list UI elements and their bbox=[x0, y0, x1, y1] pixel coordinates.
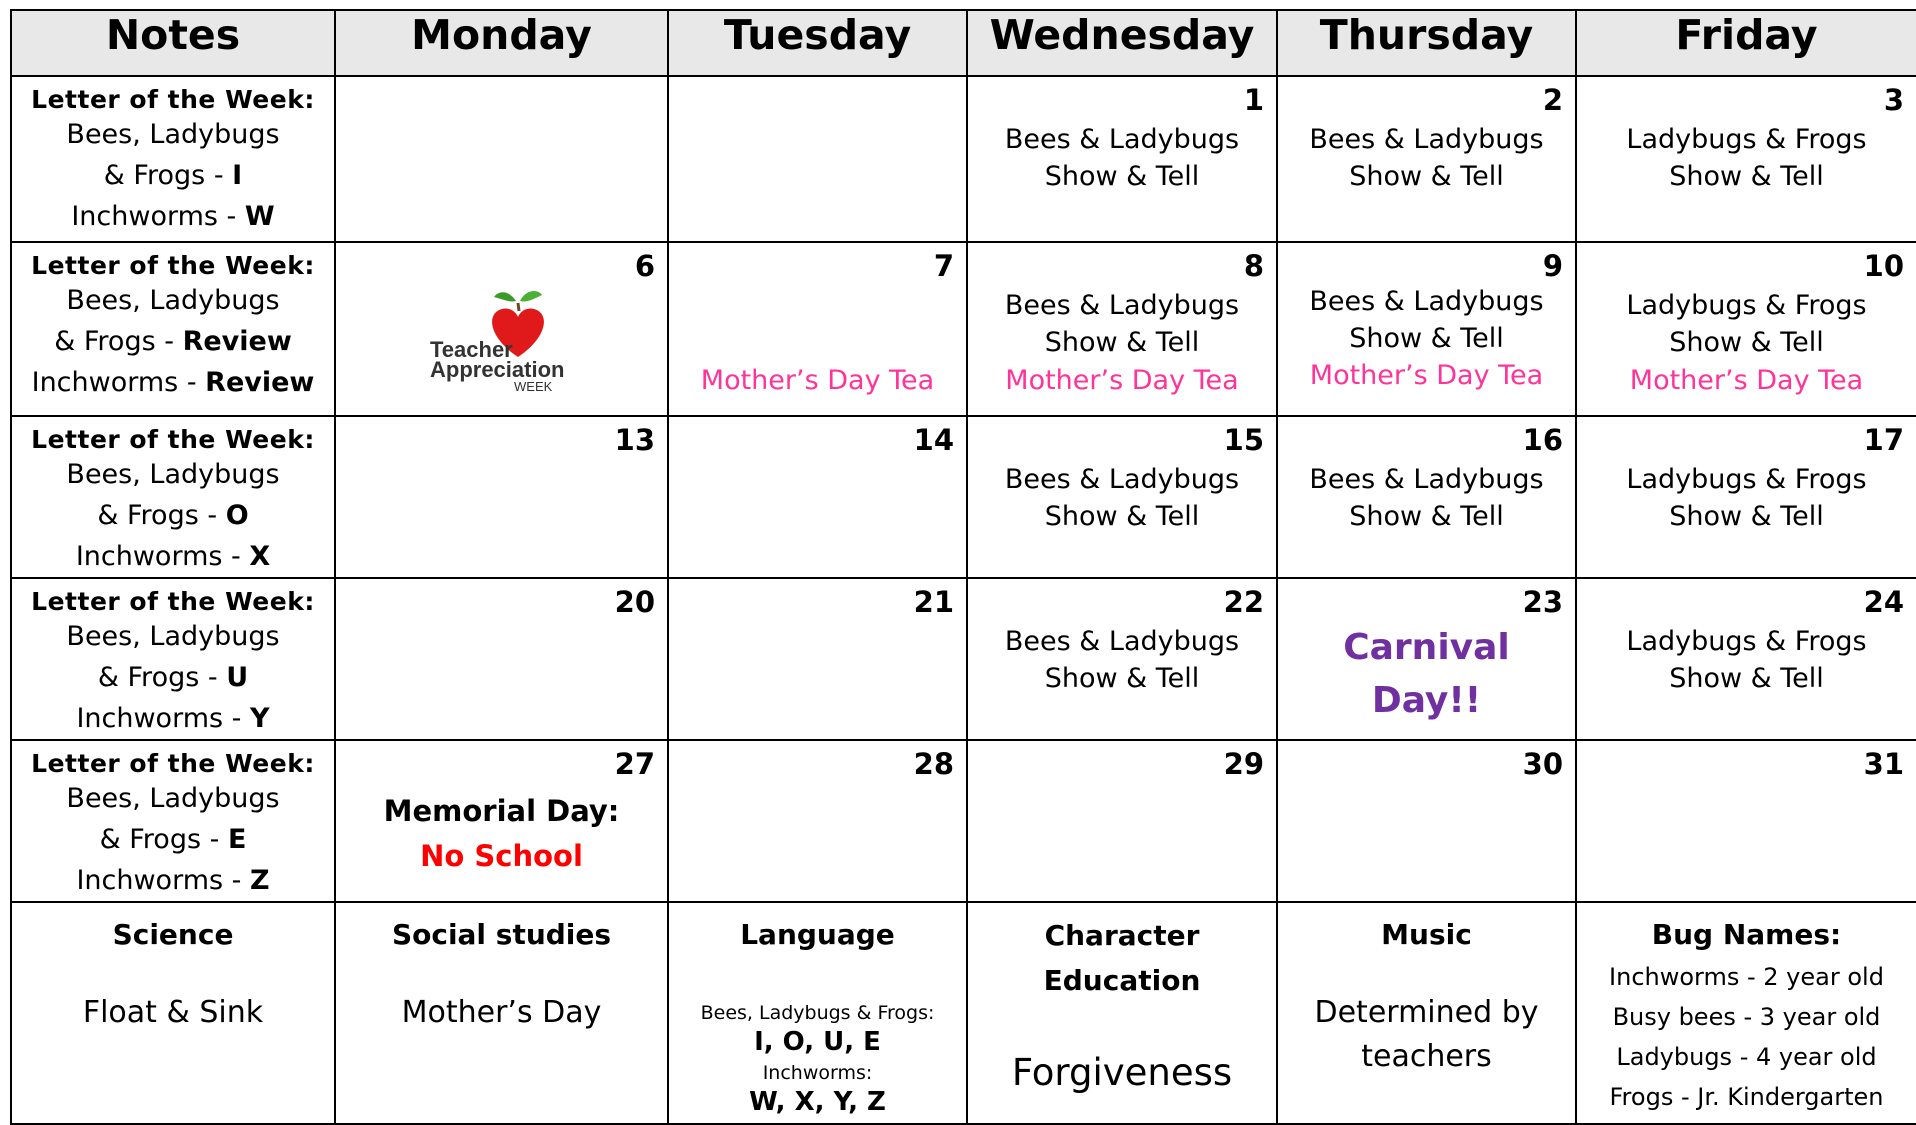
logo-week-text: WEEK bbox=[514, 379, 553, 394]
event-show-tell: Show & Tell bbox=[1669, 161, 1824, 192]
note-text: & Frogs - bbox=[103, 160, 233, 191]
language-group-1: Bees, Ladybugs & Frogs: bbox=[700, 1002, 935, 1024]
day-number: 20 bbox=[614, 585, 655, 619]
header-tuesday: Tuesday bbox=[668, 10, 967, 76]
language-group-2: Inchworms: bbox=[762, 1062, 873, 1084]
event-mothers-day-tea: Mother’s Day Tea bbox=[1629, 365, 1864, 396]
day-number: 9 bbox=[1542, 249, 1563, 283]
science-cell bbox=[11, 902, 335, 1124]
note-line bbox=[12, 495, 334, 536]
note-line bbox=[12, 321, 334, 362]
language-title: Language bbox=[740, 918, 895, 951]
music-body-2: teachers bbox=[1361, 1039, 1492, 1074]
note-text: Inchworms - bbox=[71, 201, 245, 232]
day-cell-29 bbox=[967, 740, 1277, 902]
event-group: Ladybugs & Frogs bbox=[1626, 464, 1867, 495]
bug-name-line: Inchworms - 2 year old bbox=[1609, 963, 1884, 991]
day-number: 29 bbox=[1223, 747, 1264, 781]
teacher-appreciation-logo bbox=[428, 287, 578, 397]
day-cell-2 bbox=[1277, 76, 1576, 242]
header-wednesday: Wednesday bbox=[967, 10, 1277, 76]
week-note bbox=[11, 242, 335, 416]
event-group: Ladybugs & Frogs bbox=[1626, 290, 1867, 321]
day-cell-13 bbox=[335, 416, 668, 578]
note-letter: Review bbox=[205, 367, 315, 398]
week-row bbox=[11, 740, 1916, 902]
header-notes: Notes bbox=[11, 10, 335, 76]
character-title-2: Education bbox=[1043, 964, 1201, 997]
day-cell-16 bbox=[1277, 416, 1576, 578]
day-cell-21 bbox=[668, 578, 967, 740]
note-line bbox=[12, 860, 334, 901]
week-row bbox=[11, 76, 1916, 242]
day-number: 3 bbox=[1883, 83, 1904, 117]
day-number: 6 bbox=[634, 249, 655, 283]
week-row bbox=[11, 578, 1916, 740]
week-note bbox=[11, 416, 335, 578]
event-group: Bees & Ladybugs bbox=[1309, 464, 1544, 495]
note-letter: Review bbox=[182, 326, 292, 357]
note-line bbox=[12, 819, 334, 860]
bug-name-line: Ladybugs - 4 year old bbox=[1616, 1043, 1877, 1071]
event-mothers-day-tea: Mother’s Day Tea bbox=[700, 365, 935, 396]
note-text: Inchworms - bbox=[76, 703, 250, 734]
event-carnival-line2: Day!! bbox=[1371, 680, 1482, 721]
week-row bbox=[11, 416, 1916, 578]
note-letter: O bbox=[225, 500, 249, 531]
event-memorial-day bbox=[336, 789, 667, 879]
week-row bbox=[11, 242, 1916, 416]
calendar-table bbox=[10, 9, 1916, 1125]
day-number: 1 bbox=[1243, 83, 1264, 117]
day-number: 21 bbox=[913, 585, 954, 619]
header-monday: Monday bbox=[335, 10, 668, 76]
event-show-tell: Show & Tell bbox=[1044, 327, 1200, 358]
day-number: 28 bbox=[913, 747, 954, 781]
event-show-tell: Show & Tell bbox=[1044, 663, 1200, 694]
day-cell-30 bbox=[1277, 740, 1576, 902]
day-cell-24 bbox=[1576, 578, 1916, 740]
note-line: Bees, Ladybugs bbox=[66, 285, 280, 316]
header-thursday: Thursday bbox=[1277, 10, 1576, 76]
day-cell-8 bbox=[967, 242, 1277, 416]
note-line bbox=[12, 362, 334, 403]
day-number: 8 bbox=[1243, 249, 1264, 283]
day-cell-empty bbox=[335, 76, 668, 242]
note-line: Bees, Ladybugs bbox=[66, 459, 280, 490]
character-education-cell bbox=[967, 902, 1277, 1124]
day-number: 2 bbox=[1542, 83, 1563, 117]
event-show-tell: Show & Tell bbox=[1349, 161, 1504, 192]
note-line bbox=[12, 698, 334, 739]
bug-names-cell bbox=[1576, 902, 1916, 1124]
event-group: Bees & Ladybugs bbox=[1004, 464, 1240, 495]
event-mothers-day-tea: Mother’s Day Tea bbox=[1005, 365, 1239, 396]
day-cell-9 bbox=[1277, 242, 1576, 416]
note-text: Inchworms - bbox=[75, 541, 250, 572]
day-cell-20 bbox=[335, 578, 668, 740]
day-cell-10 bbox=[1576, 242, 1916, 416]
science-title: Science bbox=[112, 918, 234, 951]
header-row bbox=[11, 10, 1916, 76]
event-carnival-line1: Carnival bbox=[1343, 627, 1510, 668]
day-cell-7 bbox=[668, 242, 967, 416]
note-text: & Frogs - bbox=[54, 326, 183, 357]
note-heading: Letter of the Week: bbox=[31, 425, 315, 454]
event-group: Bees & Ladybugs bbox=[1004, 626, 1240, 657]
note-heading: Letter of the Week: bbox=[31, 85, 315, 114]
language-cell bbox=[668, 902, 967, 1124]
event-group: Bees & Ladybugs bbox=[1309, 124, 1544, 155]
note-letter: I bbox=[232, 160, 243, 191]
day-cell-28 bbox=[668, 740, 967, 902]
day-number: 24 bbox=[1863, 585, 1904, 619]
social-studies-body: Mother’s Day bbox=[401, 995, 602, 1030]
event-group: Ladybugs & Frogs bbox=[1626, 626, 1867, 657]
day-cell-3 bbox=[1576, 76, 1916, 242]
day-number: 17 bbox=[1863, 423, 1904, 457]
week-note bbox=[11, 76, 335, 242]
day-number: 23 bbox=[1522, 585, 1563, 619]
note-heading: Letter of the Week: bbox=[31, 749, 315, 778]
note-line: Bees, Ladybugs bbox=[66, 119, 280, 150]
note-text: Inchworms - bbox=[76, 865, 250, 896]
event-show-tell: Show & Tell bbox=[1669, 663, 1824, 694]
social-studies-cell bbox=[335, 902, 668, 1124]
day-cell-15 bbox=[967, 416, 1277, 578]
subjects-row bbox=[11, 902, 1916, 1124]
event-show-tell: Show & Tell bbox=[1349, 323, 1504, 354]
event-mothers-day-tea: Mother’s Day Tea bbox=[1309, 360, 1544, 391]
event-show-tell: Show & Tell bbox=[1669, 501, 1824, 532]
day-cell-23 bbox=[1277, 578, 1576, 740]
note-letter: Y bbox=[249, 703, 270, 734]
note-heading: Letter of the Week: bbox=[31, 251, 315, 280]
note-line: Bees, Ladybugs bbox=[66, 621, 280, 652]
memorial-day-label: Memorial Day: bbox=[383, 794, 620, 828]
note-letter: Z bbox=[249, 865, 270, 896]
note-letter: U bbox=[226, 662, 249, 693]
header-friday: Friday bbox=[1576, 10, 1916, 76]
character-title-1: Character bbox=[1044, 919, 1200, 952]
bug-name-line: Busy bees - 3 year old bbox=[1612, 1003, 1881, 1031]
event-show-tell: Show & Tell bbox=[1044, 501, 1200, 532]
day-cell-17 bbox=[1576, 416, 1916, 578]
day-cell-22 bbox=[967, 578, 1277, 740]
day-cell-1 bbox=[967, 76, 1277, 242]
logo-appreciation-text: Appreciation bbox=[430, 357, 565, 382]
note-letter: E bbox=[227, 824, 247, 855]
note-line bbox=[12, 536, 334, 577]
no-school-label: No School bbox=[420, 839, 583, 873]
note-text: & Frogs - bbox=[99, 824, 228, 855]
day-number: 22 bbox=[1223, 585, 1264, 619]
event-group: Ladybugs & Frogs bbox=[1626, 124, 1867, 155]
note-text: Inchworms - bbox=[31, 367, 206, 398]
event-show-tell: Show & Tell bbox=[1349, 501, 1504, 532]
week-note bbox=[11, 578, 335, 740]
language-letters-1: I, O, U, E bbox=[754, 1027, 881, 1057]
bug-name-line: Frogs - Jr. Kindergarten bbox=[1609, 1083, 1884, 1111]
event-group: Bees & Ladybugs bbox=[1309, 286, 1544, 317]
week-note bbox=[11, 740, 335, 902]
day-cell-31 bbox=[1576, 740, 1916, 902]
note-text: & Frogs - bbox=[97, 662, 227, 693]
apple-leaf-icon bbox=[494, 292, 516, 301]
day-number: 30 bbox=[1522, 747, 1563, 781]
event-group: Bees & Ladybugs bbox=[1004, 290, 1240, 321]
science-body: Float & Sink bbox=[82, 995, 264, 1030]
event-show-tell: Show & Tell bbox=[1669, 327, 1824, 358]
event-group: Bees & Ladybugs bbox=[1004, 124, 1240, 155]
day-cell-6 bbox=[335, 242, 668, 416]
language-letters-2: W, X, Y, Z bbox=[749, 1087, 886, 1117]
note-letter: W bbox=[244, 201, 275, 232]
social-studies-title: Social studies bbox=[391, 918, 612, 951]
note-line bbox=[12, 657, 334, 698]
day-number: 15 bbox=[1223, 423, 1264, 457]
day-number: 16 bbox=[1522, 423, 1563, 457]
music-cell bbox=[1277, 902, 1576, 1124]
note-line bbox=[12, 155, 334, 196]
note-line: Bees, Ladybugs bbox=[66, 783, 280, 814]
logo-teacher-text: Teacher bbox=[430, 337, 513, 362]
character-body: Forgiveness bbox=[1011, 1051, 1233, 1094]
music-body-1: Determined by bbox=[1314, 995, 1539, 1030]
music-title: Music bbox=[1381, 918, 1472, 951]
note-letter: X bbox=[249, 541, 271, 572]
note-line bbox=[12, 196, 334, 237]
day-number: 27 bbox=[614, 747, 655, 781]
event-show-tell: Show & Tell bbox=[1044, 161, 1200, 192]
day-number: 10 bbox=[1863, 249, 1904, 283]
day-number: 14 bbox=[913, 423, 954, 457]
day-number: 31 bbox=[1863, 747, 1904, 781]
day-number: 7 bbox=[933, 249, 954, 283]
day-cell-14 bbox=[668, 416, 967, 578]
note-text: & Frogs - bbox=[97, 500, 226, 531]
day-number: 13 bbox=[614, 423, 655, 457]
bug-names-title: Bug Names: bbox=[1651, 918, 1842, 951]
apple-leaf-icon bbox=[520, 291, 542, 301]
apple-stem-icon bbox=[518, 303, 519, 311]
note-heading: Letter of the Week: bbox=[31, 587, 315, 616]
day-cell-27 bbox=[335, 740, 668, 902]
day-cell-empty bbox=[668, 76, 967, 242]
